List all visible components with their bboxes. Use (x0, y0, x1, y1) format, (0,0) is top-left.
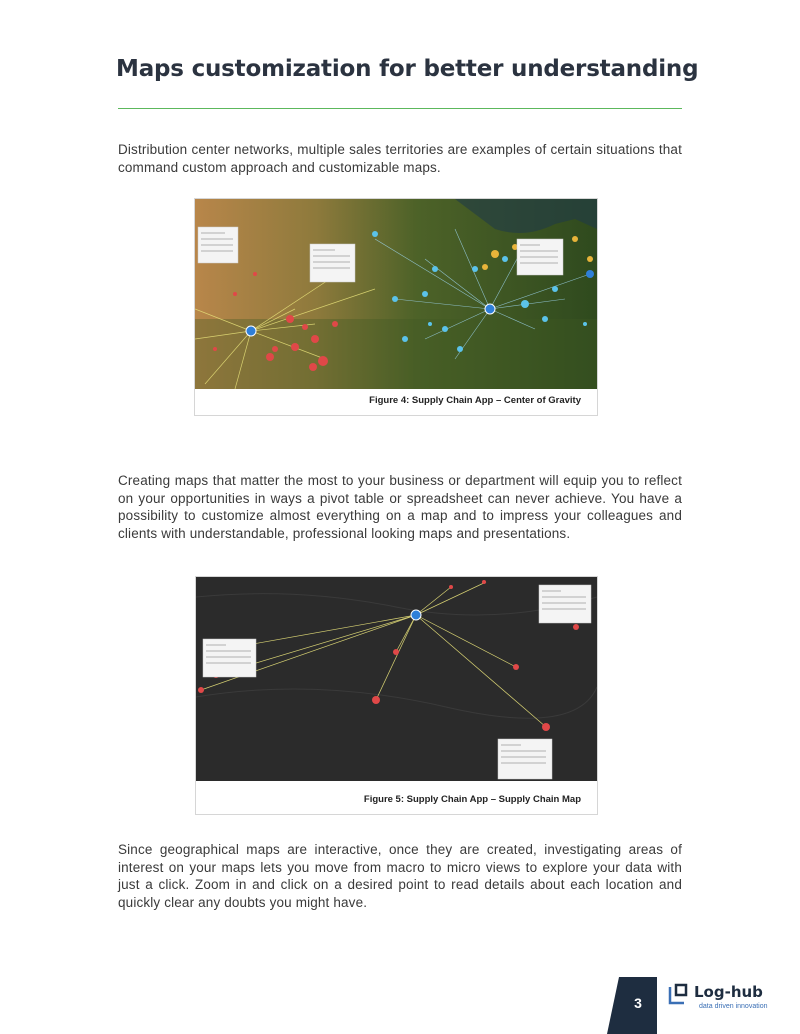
center-of-gravity-map-image (195, 199, 597, 389)
supply-chain-map-image (196, 577, 597, 781)
loghub-logo-icon (668, 983, 690, 1005)
logo-tagline: data driven innovation (699, 1003, 768, 1010)
figure-center-of-gravity (194, 198, 598, 416)
paragraph-interactive: Since geographical maps are interactive, once they are created, investigating areas of interest on your maps lets you move from macro to micro views to explore your data with just a click. Zoom in and click on a desired point to read details about each location and quickly clear any doubts you might have. (118, 842, 682, 910)
paragraph-intro: Distribution center networks, multiple sales territories are examples of certain situations that command custom approach and customizable maps. (118, 142, 682, 175)
logo-name: Log-hub (694, 983, 763, 1001)
title-divider (118, 108, 682, 109)
paragraph-custom-maps: Creating maps that matter the most to your business or department will equip you to reflect on your opportunities in ways a pivot table or spreadsheet can never achieve. You have a possibility to customize almost everything on a map and to impress your colleagues and clients with understandable, professional looking maps and presentations. (118, 473, 682, 541)
page-number: 3 (634, 995, 642, 1011)
page-number-badge (619, 977, 657, 1034)
figure-supply-chain-map (195, 576, 598, 815)
figure-caption: Figure 4: Supply Chain App – Center of Gravity (369, 395, 581, 406)
page-title: Maps customization for better understanding (116, 56, 699, 82)
figure-caption: Figure 5: Supply Chain App – Supply Chain Map (363, 794, 581, 805)
loghub-logo (666, 983, 786, 1013)
